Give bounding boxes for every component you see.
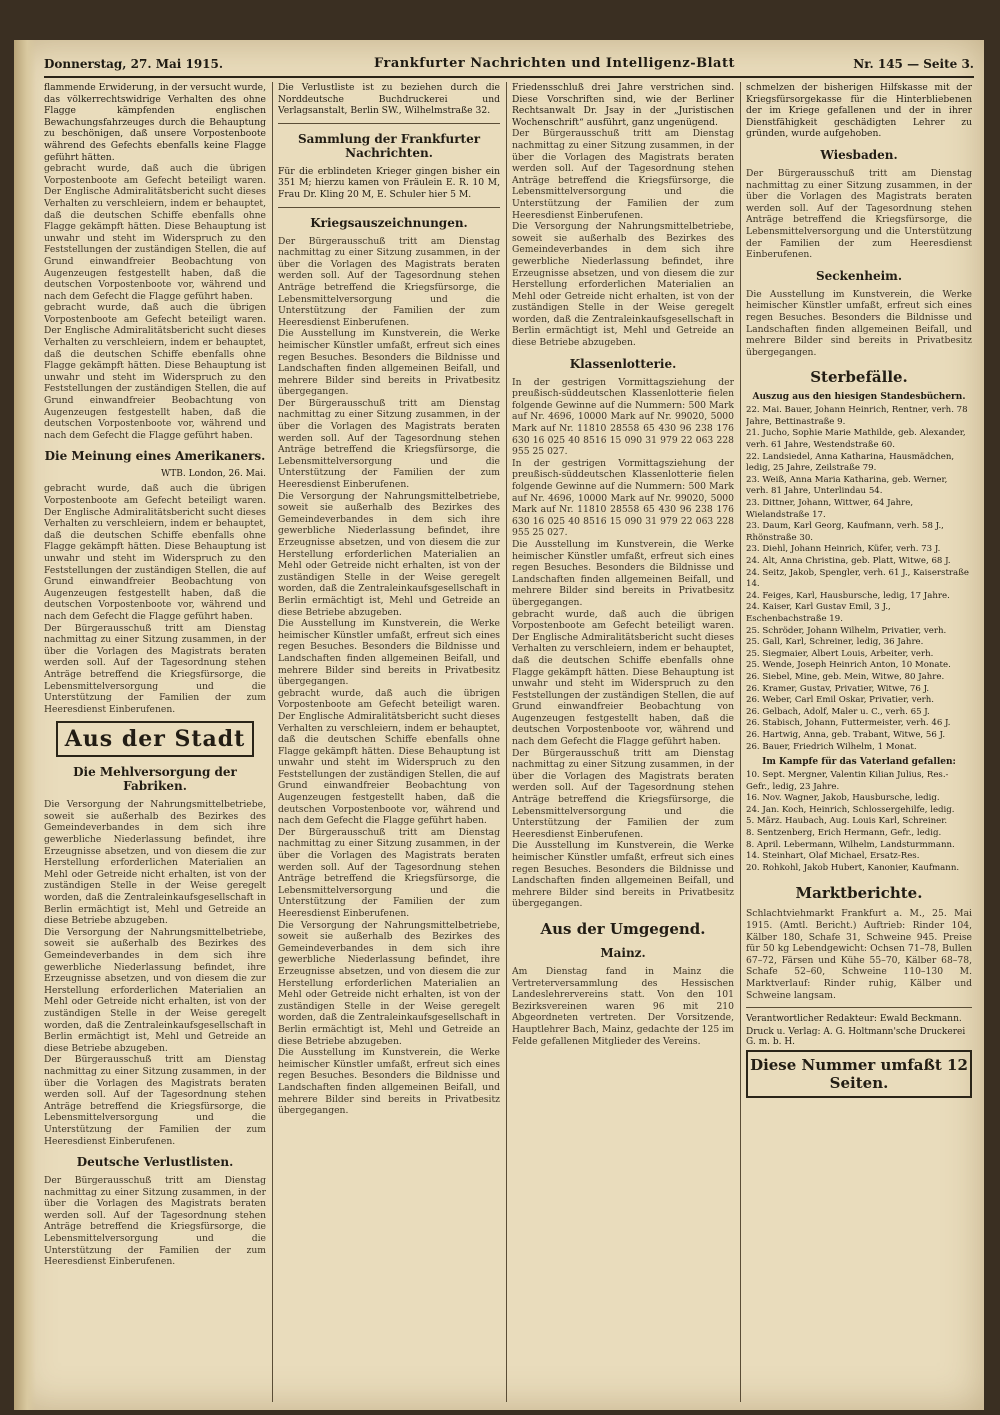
headline-wiesbaden: Wiesbaden.: [820, 147, 898, 162]
headline-seckenheim: Seckenheim.: [815, 268, 903, 283]
article-body: Der Bürgerausschuß tritt am Dienstag nachmittag zu einer Sitzung zusammen, in der über die Vorlagen des Magistrats beraten werden soll. Auf der Tagesordnung stehen Anträge betreffend die Kriegsfürsorge, die Lebensmittelversorgung und die Unterstützung der Familien der zum Heeresdienst Einberufenen.: [278, 826, 500, 919]
divider: [278, 123, 500, 124]
column-4: [746, 82, 972, 1402]
death-notice: 23. Dittner, Johann, Wittwer, 64 Jahre, Wielandstraße 17.: [746, 498, 914, 520]
dateline: WTB. London, 26. Mai.: [161, 469, 266, 480]
article-body: gebracht wurde, daß auch die übrigen Vorpostenboote am Gefecht beteiligt waren. Der Englische Admiralitätsbericht sucht dieses Verhalten zu verschleiern, indem er behauptet, daß die deutschen Schiffe ebenfalls ohne Flagge gekämpft hätten. Diese Behauptung ist unwahr und steht im Widerspruch zu den Feststellungen der zuständigen Stellen, die auf Grund einwandfreier Beobachtung von Augenzeugen festgestellt haben, daß die deutschen Vorpostenboote vor, während und nach dem Gefecht die Flagge geführt haben.: [512, 608, 734, 748]
section-header-umgegend: Aus der Umgegend.: [540, 919, 706, 938]
fallen-soldier-entry: 20. Rohkohl, Jakob Hubert, Kanonier, Kaufmann.: [746, 862, 960, 873]
article-body: gebracht wurde, daß auch die übrigen Vorpostenboote am Gefecht beteiligt waren. Der Englische Admiralitätsbericht sucht dieses Verhalten zu verschleiern, indem er behauptet, daß die deutschen Schiffe ebenfalls ohne Flagge gekämpft hätten. Diese Behauptung ist unwahr und steht im Widerspruch zu den Feststellungen der zuständigen Stellen, die auf Grund einwandfreier Beobachtung von Augenzeugen festgestellt haben, daß die deutschen Vorpostenboote vor, während und nach dem Gefecht die Flagge geführt haben.: [44, 483, 266, 622]
editor-credit: Verantwortlicher Redakteur: Ewald Beckmann.: [746, 1014, 962, 1025]
headline-mehlversorgung: Die Mehlversorgung der Fabriken.: [73, 765, 237, 794]
death-notice: 24. Seitz, Jakob, Spengler, verh. 61 J., Kaiserstraße 14.: [746, 567, 969, 590]
masthead-date: Donnerstag, 27. Mai 1915.: [44, 57, 224, 71]
article-body: Der Bürgerausschuß tritt am Dienstag nachmittag zu einer Sitzung zusammen, in der über die Vorlagen des Magistrats beraten werden soll. Auf der Tagesordnung stehen Anträge betreffend die Kriegsfürsorge, die Lebensmittelversorgung und die Unterstützung der Familien der zum Heeresdienst Einberufenen.: [746, 167, 972, 261]
death-notice: 24. Feiges, Karl, Hausbursche, ledig, 17 Jahre.: [746, 590, 950, 601]
divider: [746, 1007, 972, 1008]
column-rule: [506, 82, 507, 1402]
fallen-soldier-entry: 14. Steinhart, Olaf Michael, Ersatz-Res.: [746, 851, 920, 862]
death-notice: 26. Gelbach, Adolf, Maler u. C., verh. 65 J.: [746, 706, 930, 717]
fallen-soldier-entry: 24. Jan. Koch, Heinrich, Schlossergehilfe, ledig.: [746, 804, 955, 815]
article-body: Der Bürgerausschuß tritt am Dienstag nachmittag zu einer Sitzung zusammen, in der über die Vorlagen des Magistrats beraten werden soll. Auf der Tagesordnung stehen Anträge betreffend die Kriegsfürsorge, die Lebensmittelversorgung und die Unterstützung der Familien der zum Heeresdienst Einberufenen.: [512, 128, 734, 221]
lottery-numbers: In der gestrigen Vormittagsziehung der preußisch-süddeutschen Klassenlotterie fielen folgende Gewinne auf die Nummern: 500 Mark auf Nr. 4696, 10000 Mark auf Nr. 99020, 5000 Mark auf Nr. 11810 28558 65 430 96 238 176 630 16 025 40 8516 15 090 31 979 22 063 228 955 25 027.: [512, 376, 734, 458]
article-body: gebracht wurde, daß auch die übrigen Vorpostenboote am Gefecht beteiligt waren. Der Englische Admiralitätsbericht sucht dieses Verhalten zu verschleiern, indem er behauptet, daß die deutschen Schiffe ebenfalls ohne Flagge gekämpft hätten. Diese Behauptung ist unwahr und steht im Widerspruch zu den Feststellungen der zuständigen Stellen, die auf Grund einwandfreier Beobachtung von Augenzeugen festgestellt haben, daß die deutschen Vorpostenboote vor, während und nach dem Gefecht die Flagge geführt haben.: [278, 687, 500, 827]
fallen-soldier-entry: 10. Sept. Mergner, Valentin Kilian Julius, Res.-Gefr., ledig, 23 Jahre.: [746, 770, 949, 792]
death-notice: 24. Kaiser, Karl Gustav Emil, 3 J., Eschenbachstraße 19.: [746, 602, 891, 624]
subhead-mainz: Mainz.: [600, 945, 646, 960]
article-opening: schmelzen der bisherigen Hilfskasse mit der Kriegsfürsorgekasse für die Hinterbliebenen der im Kriege gefallenen und der in ihrer Dienstfähigkeit geschädigten Lehrer zu gründen, wurde aufgehoben.: [746, 82, 972, 140]
article-body: Die Versorgung der Nahrungsmittelbetriebe, soweit sie außerhalb des Bezirkes des Gemeindeverbandes in dem sich ihre gewerbliche Niederlassung befindet, ihre Erzeugnisse absetzen, und von diesem die zur Herstellung erforderlichen Materialien an Mehl oder Getreide nicht erhalten, ist von der zuständigen Stelle in der Weise geregelt worden, daß die Zentraleinkaufsgesellschaft in Berlin ermächtigt ist, Mehl und Getreide an diese Betriebe abzugeben.: [278, 490, 500, 618]
article-body: Der Bürgerausschuß tritt am Dienstag nachmittag zu einer Sitzung zusammen, in der über die Vorlagen des Magistrats beraten werden soll. Auf der Tagesordnung stehen Anträge betreffend die Kriegsfürsorge, die Lebensmittelversorgung und die Unterstützung der Familien der zum Heeresdienst Einberufenen.: [278, 235, 500, 328]
article-opening: Friedensschluß drei Jahre verstrichen sind. Diese Vorschriften sind, wie der Berliner Rechtsanwalt Dr. Jsay in der „Juristischen Wochenschrift“ ausführt, ganz ungenügend.: [512, 82, 734, 128]
fallen-soldier-entry: 16. Nov. Wagner, Jakob, Hausbursche, ledig.: [746, 793, 940, 804]
death-notice: 25. Wende, Joseph Heinrich Anton, 10 Monate.: [746, 660, 951, 671]
death-notice: 25. Siegmaier, Albert Louis, Arbeiter, verh.: [746, 648, 934, 659]
death-notice: 26. Stabisch, Johann, Futtermeister, verh. 46 J.: [746, 718, 951, 729]
article-body: Die Ausstellung im Kunstverein, die Werke heimischer Künstler umfaßt, erfreut sich eines regen Besuches. Besonders die Bildnisse und Landschaften finden allgemeinen Beifall, und mehrere Bilder sind bereits in Privatbesitz übergegangen.: [512, 840, 734, 910]
article-body: Die Versorgung der Nahrungsmittelbetriebe, soweit sie außerhalb des Bezirkes des Gemeindeverbandes in dem sich ihre gewerbliche Niederlassung befindet, ihre Erzeugnisse absetzen, und von diesem die zur Herstellung erforderlichen Materialien an Mehl oder Getreide nicht erhalten, ist von der zuständigen Stelle in der Weise geregelt worden, daß die Zentraleinkaufsgesellschaft in Berlin ermächtigt ist, Mehl und Getreide an diese Betriebe abzugeben.: [512, 221, 734, 349]
death-notice: 26. Weber, Carl Emil Oskar, Privatier, verh.: [746, 695, 935, 706]
column-rule: [740, 82, 741, 1402]
fallen-soldier-entry: 8. Sentzenberg, Erich Hermann, Gefr., ledig.: [746, 828, 942, 839]
death-notice: 22. Mai. Bauer, Johann Heinrich, Rentner, verh. 78 Jahre, Bettinastraße 9.: [746, 405, 968, 427]
death-notice: 23. Daum, Karl Georg, Kaufmann, verh. 58 J., Rhönstraße 30.: [746, 521, 944, 543]
death-notice: 21. Jucho, Sophie Marie Mathilde, geb. Alexander, verh. 61 Jahre, Westendstraße 60.: [746, 428, 966, 451]
headline-sterbefaelle: Sterbefälle.: [810, 368, 908, 387]
death-notice: 23. Diehl, Johann Heinrich, Küfer, verh. 73 J.: [746, 544, 941, 555]
headline-marktberichte: Marktberichte.: [795, 884, 923, 903]
masthead-title: Frankfurter Nachrichten und Intelligenz-Blatt: [374, 56, 735, 71]
article-body: Der Bürgerausschuß tritt am Dienstag nachmittag zu einer Sitzung zusammen, in der über die Vorlagen des Magistrats beraten werden soll. Auf der Tagesordnung stehen Anträge betreffend die Kriegsfürsorge, die Lebensmittelversorgung und die Unterstützung der Familien der zum Heeresdienst Einberufenen.: [512, 747, 734, 840]
article-body: Die Versorgung der Nahrungsmittelbetriebe, soweit sie außerhalb des Bezirkes des Gemeindeverbandes in dem sich ihre gewerbliche Niederlassung befindet, ihre Erzeugnisse absetzen, und von diesem die zur Herstellung erforderlichen Materialien an Mehl oder Getreide nicht erhalten, ist von der zuständigen Stelle in der Weise geregelt worden, daß die Zentraleinkaufsgesellschaft in Berlin ermächtigt ist, Mehl und Getreide an diese Betriebe abzugeben.: [44, 926, 266, 1054]
headline-verlustlisten: Deutsche Verlustlisten.: [76, 1155, 234, 1170]
article-body: Die Ausstellung im Kunstverein, die Werke heimischer Künstler umfaßt, erfreut sich eines regen Besuches. Besonders die Bildnisse und Landschaften finden allgemeinen Beifall, und mehrere Bilder sind bereits in Privatbesitz übergegangen.: [278, 328, 500, 398]
masthead: [44, 54, 974, 78]
death-notice: 25. Gall, Karl, Schreiner, ledig, 36 Jahre.: [746, 637, 924, 648]
article-body: Die Ausstellung im Kunstverein, die Werke heimischer Künstler umfaßt, erfreut sich eines regen Besuches. Besonders die Bildnisse und Landschaften finden allgemeinen Beifall, und mehrere Bilder sind bereits in Privatbesitz übergegangen.: [746, 288, 972, 358]
headline-klassenlotterie: Klassenlotterie.: [569, 356, 677, 371]
article-body: gebracht wurde, daß auch die übrigen Vorpostenboote am Gefecht beteiligt waren. Der Englische Admiralitätsbericht sucht dieses Verhalten zu verschleiern, indem er behauptet, daß die deutschen Schiffe ebenfalls ohne Flagge gekämpft hätten. Diese Behauptung ist unwahr und steht im Widerspruch zu den Feststellungen der zuständigen Stellen, die auf Grund einwandfreier Beobachtung von Augenzeugen festgestellt haben, daß die deutschen Vorpostenboote vor, während und nach dem Gefecht die Flagge geführt haben.: [44, 163, 266, 302]
article-body: Die Ausstellung im Kunstverein, die Werke heimischer Künstler umfaßt, erfreut sich eines regen Besuches. Besonders die Bildnisse und Landschaften finden allgemeinen Beifall, und mehrere Bilder sind bereits in Privatbesitz übergegangen.: [512, 538, 734, 608]
section-header-stadt: Aus der Stadt: [56, 721, 254, 757]
column-2: [278, 82, 500, 1402]
death-notice: 24. Alt, Anna Christina, geb. Platt, Witwe, 68 J.: [746, 556, 951, 566]
masthead-page-number: Nr. 145 — Seite 3.: [853, 57, 974, 71]
fallen-soldier-entry: 5. März. Haubach, Aug. Louis Karl, Schreiner.: [746, 816, 948, 827]
article-body: Die Ausstellung im Kunstverein, die Werke heimischer Künstler umfaßt, erfreut sich eines regen Besuches. Besonders die Bildnisse und Landschaften finden allgemeinen Beifall, und mehrere Bilder sind bereits in Privatbesitz übergegangen.: [278, 1047, 500, 1117]
article-body: Am Dienstag fand in Mainz die Vertreterversammlung des Hessischen Landeslehrervereins statt. Von den 101 Bezirksvereinen waren 96 mit 210 Abgeordneten vertreten. Der Vorsitzende, Hauptlehrer Bach, Mainz, gedachte der 125 im Felde gefallenen Mitglieder des Vereins.: [512, 965, 734, 1047]
article-body: Die Versorgung der Nahrungsmittelbetriebe, soweit sie außerhalb des Bezirkes des Gemeindeverbandes in dem sich ihre gewerbliche Niederlassung befindet, ihre Erzeugnisse absetzen, und von diesem die zur Herstellung erforderlichen Materialien an Mehl oder Getreide nicht erhalten, ist von der zuständigen Stelle in der Weise geregelt worden, daß die Zentraleinkaufsgesellschaft in Berlin ermächtigt ist, Mehl und Getreide an diese Betriebe abzugeben.: [44, 799, 266, 927]
death-notice: 26. Hartwig, Anna, geb. Trabant, Witwe, 56 J.: [746, 729, 946, 740]
article-opening: flammende Erwiderung, in der versucht wurde, das völkerrechtswidrige Verhalten des ohne Flagge kämpfenden englischen Bewachungsfahrzeuges durch die Behauptung zu beschönigen, daß unsere Vorpostenboote während des Gefechts ebenfalls keine Flagge geführt hätten.: [44, 82, 266, 163]
divider: [278, 207, 500, 208]
death-notices-list: [746, 405, 972, 753]
subhead-standesbuecher: Auszug aus den hiesigen Standesbüchern.: [752, 392, 966, 403]
article-body: Der Bürgerausschuß tritt am Dienstag nachmittag zu einer Sitzung zusammen, in der über die Vorlagen des Magistrats beraten werden soll. Auf der Tagesordnung stehen Anträge betreffend die Kriegsfürsorge, die Lebensmittelversorgung und die Unterstützung der Familien der zum Heeresdienst Einberufenen.: [44, 622, 266, 715]
fallen-soldier-entry: 8. April. Lebermann, Wilhelm, Landsturmmann.: [746, 839, 955, 850]
death-notice: 26. Bauer, Friedrich Wilhelm, 1 Monat.: [746, 741, 917, 752]
headline-amerikaner: Die Meinung eines Amerikaners.: [44, 449, 266, 464]
article-body: gebracht wurde, daß auch die übrigen Vorpostenboote am Gefecht beteiligt waren. Der Englische Admiralitätsbericht sucht dieses Verhalten zu verschleiern, indem er behauptet, daß die deutschen Schiffe ebenfalls ohne Flagge gekämpft hätten. Diese Behauptung ist unwahr und steht im Widerspruch zu den Feststellungen der zuständigen Stellen, die auf Grund einwandfreier Beobachtung von Augenzeugen festgestellt haben, daß die deutschen Vorpostenboote vor, während und nach dem Gefecht die Flagge geführt haben.: [44, 302, 266, 441]
newspaper-page: [14, 40, 984, 1410]
column-3: [512, 82, 734, 1402]
market-report: Schlachtviehmarkt Frankfurt a. M., 25. Mai 1915. (Amtl. Bericht.) Auftrieb: Rinder 104, Kälber 180, Schafe 31, Schweine 945. Preise für 50 kg Lebendgewicht: Ochsen 71–78, Bullen 67–72, Färsen und Kühe 55–70, Kälber 68–78, Schafe 52–60, Schweine 110–130 M. Marktverlauf: Rinder ruhig, Kälber und Schweine langsam.: [746, 908, 972, 1001]
page-count-notice: Diese Nummer umfaßt 12 Seiten.: [746, 1050, 972, 1098]
lottery-numbers: In der gestrigen Vormittagsziehung der preußisch-süddeutschen Klassenlotterie fielen folgende Gewinne auf die Nummern: 500 Mark auf Nr. 4696, 10000 Mark auf Nr. 99020, 5000 Mark auf Nr. 11810 28558 65 430 96 238 176 630 16 025 40 8516 15 090 31 979 22 063 228 955 25 027.: [512, 457, 734, 539]
column-rule: [272, 82, 273, 1402]
printer-credit: Druck u. Verlag: A. G. Holtmann'sche Druckerei G. m. b. H.: [746, 1027, 966, 1048]
headline-sammlung: Sammlung der Frankfurter Nachrichten.: [297, 131, 481, 160]
subhead-gefallen: Im Kampfe für das Vaterland gefallen:: [762, 757, 956, 768]
death-notice: 23. Weiß, Anna Maria Katharina, geb. Werner, verh. 81 Jahre, Unterlindau 54.: [746, 474, 948, 497]
death-notice: 25. Schröder, Johann Wilhelm, Privatier, verh.: [746, 625, 947, 636]
column-1: [44, 82, 266, 1402]
article-body: Die Versorgung der Nahrungsmittelbetriebe, soweit sie außerhalb des Bezirkes des Gemeindeverbandes in dem sich ihre gewerbliche Niederlassung befindet, ihre Erzeugnisse absetzen, und von diesem die zur Herstellung erforderlichen Materialien an Mehl oder Getreide nicht erhalten, ist von der zuständigen Stelle in der Weise geregelt worden, daß die Zentraleinkaufsgesellschaft in Berlin ermächtigt ist, Mehl und Getreide an diese Betriebe abzugeben.: [278, 919, 500, 1047]
headline-kriegsauszeichnungen: Kriegsauszeichnungen.: [310, 215, 468, 230]
death-notice: 22. Landsiedel, Anna Katharina, Hausmädchen, ledig, 25 Jahre, Zeilstraße 79.: [746, 451, 955, 474]
article-body: Der Bürgerausschuß tritt am Dienstag nachmittag zu einer Sitzung zusammen, in der über die Vorlagen des Magistrats beraten werden soll. Auf der Tagesordnung stehen Anträge betreffend die Kriegsfürsorge, die Lebensmittelversorgung und die Unterstützung der Familien der zum Heeresdienst Einberufenen.: [44, 1175, 266, 1268]
death-notice: 26. Kramer, Gustav, Privatier, Witwe, 76 J.: [746, 683, 930, 694]
article-body: Die Ausstellung im Kunstverein, die Werke heimischer Künstler umfaßt, erfreut sich eines regen Besuches. Besonders die Bildnisse und Landschaften finden allgemeinen Beifall, und mehrere Bilder sind bereits in Privatbesitz übergegangen.: [278, 618, 500, 688]
article-opening: Die Verlustliste ist zu beziehen durch die Norddeutsche Buchdruckerei und Verlagsanstalt, Berlin SW., Wilhelmstraße 32.: [278, 82, 500, 117]
article-body: Der Bürgerausschuß tritt am Dienstag nachmittag zu einer Sitzung zusammen, in der über die Vorlagen des Magistrats beraten werden soll. Auf der Tagesordnung stehen Anträge betreffend die Kriegsfürsorge, die Lebensmittelversorgung und die Unterstützung der Familien der zum Heeresdienst Einberufenen.: [278, 397, 500, 491]
page-edge: [14, 40, 36, 1410]
fallen-soldiers-list: [746, 770, 972, 874]
article-body: Für die erblindeten Krieger gingen bisher ein 351 M; hierzu kamen von Fräulein E. R. 10 M, Frau Dr. Kling 20 M, E. Schuler hier 5 M.: [278, 165, 500, 200]
article-body: Der Bürgerausschuß tritt am Dienstag nachmittag zu einer Sitzung zusammen, in der über die Vorlagen des Magistrats beraten werden soll. Auf der Tagesordnung stehen Anträge betreffend die Kriegsfürsorge, die Lebensmittelversorgung und die Unterstützung der Familien der zum Heeresdienst Einberufenen.: [44, 1054, 266, 1147]
death-notice: 26. Siebel, Mine, geb. Mein, Witwe, 80 Jahre.: [746, 671, 945, 682]
